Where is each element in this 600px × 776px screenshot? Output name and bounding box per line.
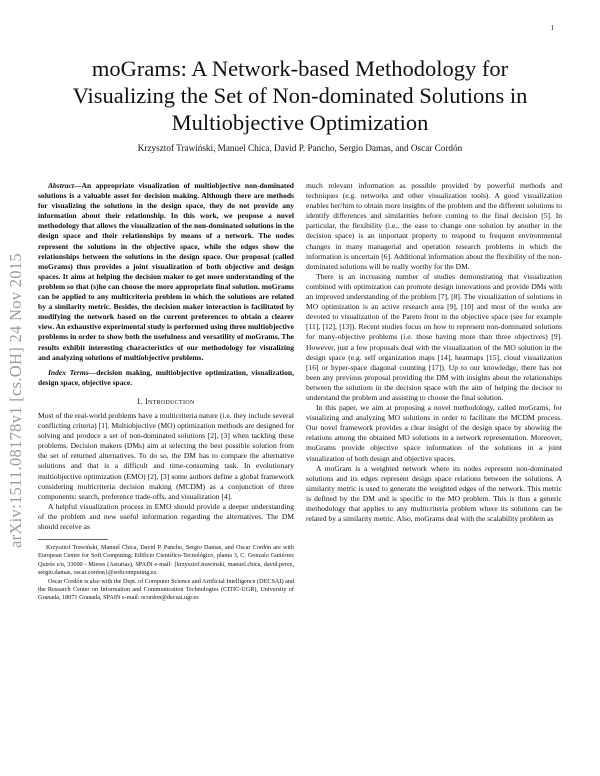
section-number: I.	[137, 396, 143, 406]
footnote: Krzysztof Trawiński, Manuel Chica, David P. Pancho, Sergio Damas, and Oscar Cordón are with European Centre for Soft Computing, Edificio Científico-Tecnológico, planta 3, C. Gonzalo Gutiérrez Quirós s/n, 33600 - Mieres (Asturias), SPAIN e-mail: {krzysztof.trawinski, manuel.chica, david.perez, sergio.damas, oscar.cordon}@softcomputing.es.	[38, 544, 294, 576]
intro-paragraph: There is an increasing number of studies demonstrating that visualization combined with optimization can promote design innovations and provide DMs with an improved understanding of the problem [7], [8]. The visualization of solutions in MO optimization is an active research area [9], [10] and most of the works are devoted to visualization of the Pareto front in the objective space (see for example [11], [12], [13]). Recent studies focus on how to represent non-dominated solutions for many-objective problems (i.e. those having more than three objectives) [9]. However, just a few proposals deal with the visualization of the MO solution in the design space (e.g. self organization maps [14], heatmaps [15], cloud visualization [16] or hyper-space diagonal counting [17]). Up to our knowledge, there has not been any previous proposal providing the DM with insights about the relationships between the solutions in the decision space with the aim of helping the decisor to understand the problem and assisting to choose the final solution.	[306, 271, 562, 402]
index-terms-text: —decision making, multiobjective optimization, visualization, design space, objective space.	[38, 367, 294, 387]
author-list: Krzysztof Trawiński, Manuel Chica, David P. Pancho, Sergio Damas, and Oscar Cordón	[137, 143, 463, 153]
abstract	[38, 181, 294, 363]
intro-paragraph: Most of the real-world problems have a multicriteria nature (i.e. they include several conflicting criteria) [1]. Multiobjective (MO) optimization methods are designed for solving and produce a set of non-dominated solutions [2], [3] when tackling these problems. Decision makers (DMs) aim at selecting the best possible solution from the set of returned alternatives. To do so, the DM has to compare the alternative solutions and that is a difficult and time-consuming task. In evolutionary multiobjective optimization (EMO) [2], [3] some authors define a global framework considering multicriteria decision making (MCDM) as a conjunction of three components: search, preference trade-offs, and visualization [4].	[38, 410, 294, 501]
abstract-text: —An appropriate visualization of multiobjective non-dominated solutions is a valuable asset for decision making. Although there are methods for visualizing the solutions in the design space, they do not provide any information about their relationship. In this work, we propose a novel methodology that allows the visualization of the non-dominated solutions in the design space and their relationships by means of a network. The nodes represent the solutions in the objective space, while the edges show the relationships between the solutions in the design space. Our proposal (called moGrams) thus provides a joint visualization of both objective and design spaces. It aims at helping the decision maker to get more understanding of the problem so that (s)he can choose the more appropriate final solution. moGrams can be applied to any multicriteria problem in which the solutions are related by a similarity metric. Besides, the decision maker interaction is facilitated by modifying the network based on the current preferences to obtain a clearer view. An exhaustive experimental study is performed using three multiobjective problems in order to show both the usefulness and versatility of moGrams. The results exhibit interesting characteristics of our methodology for visualizing and analyzing solutions of multiobjective problems.	[38, 181, 294, 362]
title-line: Multiobjective Optimization	[171, 110, 429, 135]
right-column	[306, 181, 562, 524]
title-line: moGrams: A Network-based Methodology for	[91, 56, 509, 81]
footnote: Oscar Cordón is also with the Dept. of Computer Science and Artificial Intelligence (DECSAI) and the Research Center on Information and Communication Technologies (CITIC-UGR), University of Granada, 18071 Granada, SPAIN e-mail: ocordon@decsai.ugr.es	[38, 577, 294, 602]
section-heading	[38, 397, 294, 407]
paper-title	[40, 55, 560, 136]
title-line: Visualizing the Set of Non-dominated Solutions in	[72, 83, 528, 108]
index-terms	[38, 368, 294, 388]
footnote-rule	[38, 539, 108, 540]
arxiv-stamp: arXiv:1511.08178v1 [cs.OH] 24 Nov 2015	[6, 253, 25, 548]
abstract-label: Abstract	[48, 181, 74, 190]
intro-paragraph: A helpful visualization process in EMO should provide a deeper understanding of the problem and new useful information regarding the alternatives. The DM should receive as	[38, 501, 294, 531]
left-column	[38, 181, 294, 603]
section-title: Introduction	[144, 396, 195, 406]
index-terms-label: Index Terms	[48, 367, 89, 377]
intro-paragraph: A moGram is a weighted network where its nodes represent non-dominated solutions and its edges represent design space relations between the solutions. A similarity metric is used to generate the weighted edges of the network. This metric is defined by the DM and is specific to the MO problem. This is thus a generic methodology that applies to any multicriteria problem where its solutions can be related by a similarity metric. Also, moGrams deal with the scalability problem as	[306, 463, 562, 524]
intro-paragraph: In this paper, we aim at proposing a novel methodology, called moGrams, for visualizing and analyzing MO solutions in order to facilitate the MCDM process. Our novel framework provides a clear insight of the design space by showing the relations among the obtained MO solutions in a network representation. Moreover, moGrams provide objective space information of the solutions in a joint visualization of both design and objective spaces.	[306, 403, 562, 463]
page-number: 1	[550, 24, 554, 32]
intro-paragraph: much relevant information as possible provided by powerful methods and techniques (e.g. networks and other visualization tools). A good visualization enables her/him to obtain more insights of the problem and the different solutions to identify differences and similarities before coming to the final decision [5]. In particular, the flexibility (i.e., the ease to change one solution by another in the decision space) is an important property to respond to frequent environmental changes in many managerial and operation research problems in which the information is uncertain [6]. Additional information about the flexibility of the non-dominated solutions will be really worthy for the DM.	[306, 181, 562, 271]
